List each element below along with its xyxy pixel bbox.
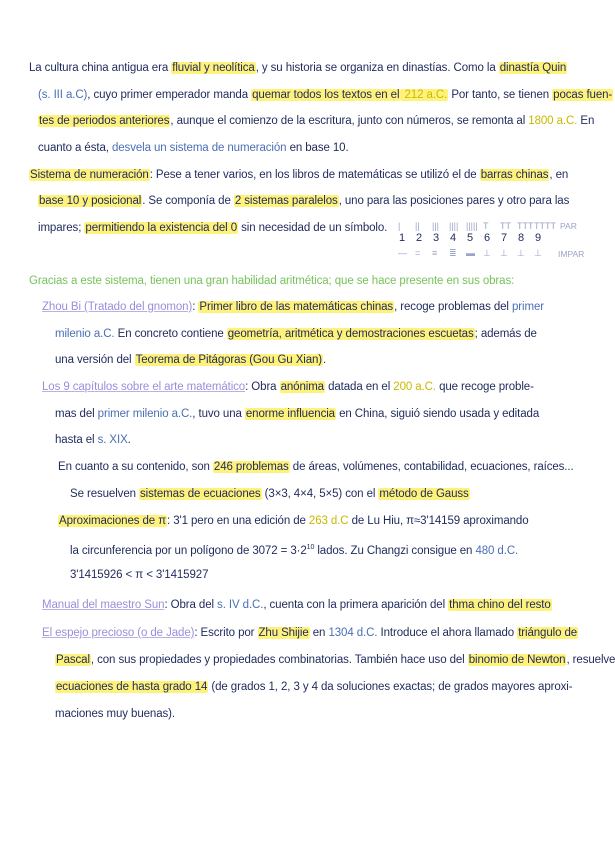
highlight: 2 sistemas paralelos: [234, 195, 338, 207]
text: En: [577, 115, 595, 127]
text: , uno para las posiciones pares y otro para las: [338, 195, 570, 207]
pi-line-1: [58, 514, 529, 528]
highlight: enorme influencia: [245, 408, 335, 420]
rod-impar-symbol: ⊥: [483, 248, 491, 258]
espejo-line-4: maciones muy buenas).: [55, 708, 175, 720]
text: , y su historia se organiza en dinastías. Como la: [255, 62, 499, 74]
rod-digit: 1: [399, 232, 406, 244]
text: ; además de: [474, 328, 537, 340]
date: 263 d.C: [308, 515, 349, 527]
impar-label: IMPAR: [558, 249, 585, 259]
rod-digit: 7: [501, 232, 508, 244]
text: datada en el: [324, 381, 394, 393]
text: , tuvo una: [192, 408, 245, 420]
text: .: [323, 354, 327, 366]
rod-digit: 9: [535, 232, 542, 244]
highlight: 246 problemas: [213, 461, 289, 473]
par-label: PAR: [560, 221, 577, 231]
rod-digit: 4: [450, 232, 457, 244]
rod-par-symbol: |||||: [466, 221, 478, 231]
text: , con sus propiedades y propiedades combinatorias. También hace uso del: [90, 654, 468, 666]
p2-line-1: [29, 168, 568, 182]
text: la circunferencia por un polígono de 3072 = 3·2: [70, 544, 307, 557]
text: , cuenta con la primera aparición del: [263, 599, 449, 611]
espejo-line-2: [55, 653, 615, 667]
rod-par-symbol: ||||: [449, 221, 459, 231]
text: Se resuelven: [70, 488, 140, 500]
date: primer milenio a.C.: [97, 408, 193, 420]
date: 212 a.C.: [401, 89, 448, 101]
rod-impar-symbol: ≡: [432, 248, 438, 258]
highlight: barras chinas: [480, 169, 549, 181]
highlight: método de Gauss: [379, 488, 469, 500]
text: (de grados 1, 2, 3 y 4 da soluciones exactas; de grados mayores aproxi-: [208, 681, 573, 693]
text: , aunque el comienzo de la escritura, junto con números, se remonta al: [170, 115, 529, 127]
highlight: fluvial y neolítica: [172, 62, 255, 74]
cap-line-3: [55, 433, 131, 447]
rod-par-symbol: TT: [500, 221, 511, 231]
rod-digit: 8: [518, 232, 525, 244]
text: : Obra: [245, 381, 280, 393]
text: una versión del: [55, 354, 135, 366]
text: . Se componía de: [142, 195, 234, 207]
highlight: sistemas de ecuaciones: [140, 488, 261, 500]
highlight: Aproximaciones de π: [59, 515, 167, 527]
work-title: El espejo precioso (o de Jade): [42, 627, 195, 639]
text: La cultura china antigua era: [29, 62, 172, 74]
text: de Lu Hiu, π≈3'14159 aproximando: [348, 515, 529, 527]
highlight: anónima: [280, 381, 324, 393]
cap-line-2: [55, 407, 539, 421]
cap-line-1: [42, 380, 534, 394]
highlight: Zhu Shijie: [258, 627, 309, 639]
section-title: Sistema de numeración: [30, 169, 149, 181]
date: s. XIX: [97, 434, 128, 446]
highlight: ecuaciones de hasta grado 14: [56, 681, 208, 693]
text: en China, siguió siendo usada y editada: [335, 408, 540, 420]
highlight: binomio de Newton: [468, 654, 566, 666]
text: mas del: [55, 408, 98, 420]
text: lados. Zu Changzi consigue en: [314, 544, 476, 557]
p2-line-2: [38, 194, 569, 208]
highlight: geometría, aritmética y demostraciones escuetas: [227, 328, 474, 340]
rod-impar-symbol: ▬: [466, 248, 475, 258]
highlight: quemar todos los textos en el: [252, 89, 400, 101]
text: (3×3, 4×4, 5×5) con el: [261, 488, 379, 500]
text: , resuelve: [566, 654, 615, 666]
rod-impar-symbol: ≣: [449, 248, 457, 258]
highlight-blue: desvela un sistema de numeración: [111, 142, 287, 154]
pi-line-3: 3'1415926 < π < 3'1415927: [70, 569, 209, 581]
date: primer: [511, 301, 544, 313]
exponent: 10: [306, 544, 315, 551]
date: milenio a.C.: [55, 328, 115, 340]
highlight: Teorema de Pitágoras (Gou Gu Xian): [135, 354, 323, 366]
highlight: triángulo de: [518, 627, 578, 639]
text: : Escrito por: [194, 627, 258, 639]
text: : Pese a tener varios, en los libros de matemáticas se utilizó el de: [149, 169, 480, 181]
text: cuanto a ésta,: [38, 142, 112, 154]
text: Introduce el ahora llamado: [377, 627, 518, 639]
p1-line-3: [38, 114, 594, 128]
text: En concreto contiene: [114, 328, 227, 340]
text: , recoge problemas del: [394, 301, 512, 313]
text: que recoge proble-: [435, 381, 534, 393]
sun-line-1: [42, 598, 552, 612]
text: en base 10.: [286, 142, 349, 154]
rod-impar-symbol: ⊥: [517, 248, 525, 258]
p1-line-2: [38, 88, 613, 102]
text: , en: [549, 169, 569, 181]
text: Por tanto, se tienen: [448, 89, 553, 101]
work-title: Los 9 capítulos sobre el arte matemático: [42, 381, 246, 393]
p1-line-1: [29, 61, 567, 75]
highlight: Primer libro de las matemáticas chinas: [199, 301, 394, 313]
rod-par-symbol: T: [483, 221, 489, 231]
cap-line-4: [58, 460, 574, 474]
zhou-line-2: [55, 327, 537, 341]
text: :: [192, 301, 199, 313]
rod-par-symbol: |||: [432, 221, 440, 231]
rod-digit: 2: [416, 232, 423, 244]
date: 200 a.C.: [393, 381, 436, 393]
rod-impar-symbol: ⊥: [534, 248, 542, 258]
text: en: [309, 627, 329, 639]
text: : 3'1 pero en una edición de: [167, 515, 309, 527]
p1-line-4: [38, 141, 349, 155]
highlight: tes de periodos anteriores: [39, 115, 170, 127]
work-title: Manual del maestro Sun: [42, 599, 165, 611]
highlight: Pascal: [56, 654, 90, 666]
text: En cuanto a su contenido, son: [58, 461, 213, 473]
zhou-line-1: [42, 300, 544, 314]
date: (s. III a.C): [38, 89, 88, 101]
date: 1304 d.C.: [328, 627, 378, 639]
text: sin necesidad de un símbolo.: [238, 222, 388, 234]
highlight: thma chino del resto: [449, 599, 551, 611]
rod-par-symbol: ||: [415, 221, 420, 231]
date: 480 d.C.: [475, 544, 519, 557]
text: .: [127, 434, 131, 446]
rod-impar-symbol: =: [415, 248, 421, 258]
work-title: Zhou Bi (Tratado del gnomon): [42, 301, 193, 313]
text: : Obra del: [164, 599, 218, 611]
text: hasta el: [55, 434, 98, 446]
espejo-line-3: [55, 680, 573, 694]
rod-impar-symbol: ⊥: [500, 248, 508, 258]
highlight: pocas fuen-: [553, 89, 613, 101]
text: , cuyo primer emperador manda: [87, 89, 252, 101]
date: s. IV d.C.: [217, 599, 264, 611]
espejo-line-1: [42, 626, 578, 640]
highlight: base 10 y posicional: [39, 195, 142, 207]
highlight: permitiendo la existencia del 0: [85, 222, 238, 234]
cap-line-5: [70, 487, 470, 501]
works-intro: Gracias a este sistema, tienen una gran habilidad aritmética; que se hace presente en sus obras:: [29, 275, 515, 287]
highlight: dinastía Quin: [499, 62, 567, 74]
rod-numerals-diagram: [398, 221, 588, 261]
p2-line-3: [38, 221, 387, 235]
pi-line-2: [70, 541, 518, 558]
zhou-line-3: [55, 353, 326, 367]
rod-par-symbol: TTT: [517, 221, 534, 231]
rod-impar-symbol: —: [398, 248, 407, 258]
rod-digit: 3: [433, 232, 440, 244]
text: impares;: [38, 222, 85, 234]
text: de áreas, volúmenes, contabilidad, ecuaciones, raíces...: [289, 461, 574, 473]
rod-par-symbol: TTTT: [534, 221, 556, 231]
rod-par-symbol: |: [398, 221, 401, 231]
date: 1800 a.C.: [528, 115, 578, 127]
rod-digit: 5: [467, 232, 474, 244]
rod-digit: 6: [484, 232, 491, 244]
